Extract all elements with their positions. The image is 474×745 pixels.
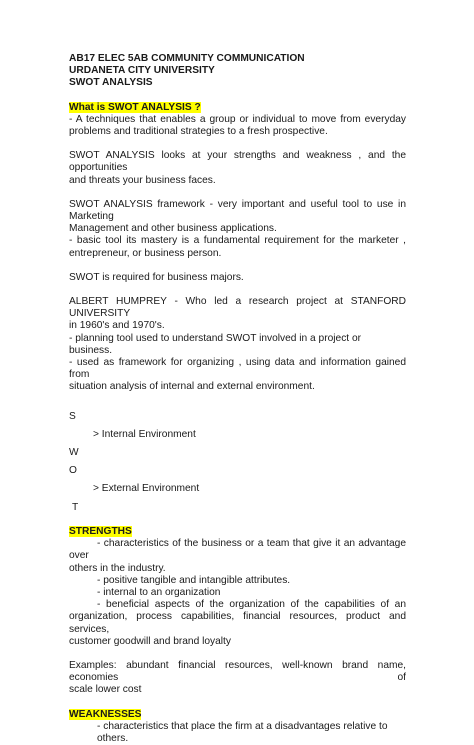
strengths-item-4-line-3: customer goodwill and brand loyalty [69, 635, 231, 647]
strengths-item-2: - positive tangible and intangible attributes. [97, 574, 291, 586]
what-is-heading-line [69, 102, 406, 114]
looks-line-2: and threats your business faces. [69, 174, 216, 186]
course-title: AB17 ELEC 5AB COMMUNITY COMMUNICATION [69, 53, 305, 64]
weaknesses-heading-line [69, 709, 406, 721]
document-page [69, 53, 406, 745]
humprey-line-5: situation analysis of internal and external environment. [69, 381, 315, 393]
framework-line-1: SWOT ANALYSIS framework - very important and useful tool to use in Marketing [69, 198, 406, 223]
framework-line-2: Management and other business applications. [69, 223, 277, 235]
definition-line-1: - A techniques that enables a group or individual to move from everyday [69, 113, 406, 125]
swot-letter-o: O [69, 465, 77, 477]
swot-letter-t: T [72, 501, 79, 513]
internal-environment: > Internal Environment [93, 428, 196, 440]
document-title: SWOT ANALYSIS [69, 77, 153, 89]
humprey-line-1: ALBERT HUMPREY - Who led a research project at STANFORD UNIVERSITY [69, 296, 406, 320]
strengths-heading-line [69, 526, 406, 538]
strengths-item-1-line-1: - characteristics of the business or a team that give it an advantage over [69, 538, 406, 562]
strengths-item-4-line-2: organization, process capabilities, financial resources, product and services, [69, 611, 406, 635]
framework-line-3: - basic tool its mastery is a fundamental requirement for the marketer , [69, 235, 406, 247]
examples-line-2: scale lower cost [69, 684, 142, 696]
university-name: URDANETA CITY UNIVERSITY [69, 65, 215, 77]
humprey-line-4: - used as framework for organizing , using data and information gained from [69, 357, 406, 381]
framework-line-4: entrepreneur, or business person. [69, 247, 222, 259]
weaknesses-item-1: - characteristics that place the firm at a disadvantages relative to others. [97, 720, 388, 744]
required-text: SWOT is required for business majors. [69, 271, 244, 283]
what-is-heading: What is SWOT ANALYSIS ? [69, 101, 201, 113]
humprey-line-2: in 1960's and 1970's. [69, 320, 165, 332]
humprey-line-3: - planning tool used to understand SWOT involved in a project or business. [69, 332, 362, 356]
examples-line-1: Examples: abundant financial resources, well-known brand name, economies of [69, 659, 406, 684]
weaknesses-heading: WEAKNESSES [69, 708, 142, 720]
strengths-item-4-line-1: - beneficial aspects of the organization of the capabilities of an [97, 599, 406, 611]
strengths-heading: STRENGTHS [69, 525, 132, 537]
external-environment: > External Environment [93, 483, 200, 495]
definition-line-2: problems and traditional strategies to a fresh prospective. [69, 126, 328, 138]
swot-letter-w: W [69, 447, 79, 459]
looks-line-1: SWOT ANALYSIS looks at your strengths and weakness , and the opportunities [69, 150, 406, 174]
strengths-item-1-line-2: others in the industry. [69, 562, 166, 574]
strengths-item-3: - internal to an organization [97, 586, 221, 598]
swot-letter-s: S [69, 410, 76, 422]
